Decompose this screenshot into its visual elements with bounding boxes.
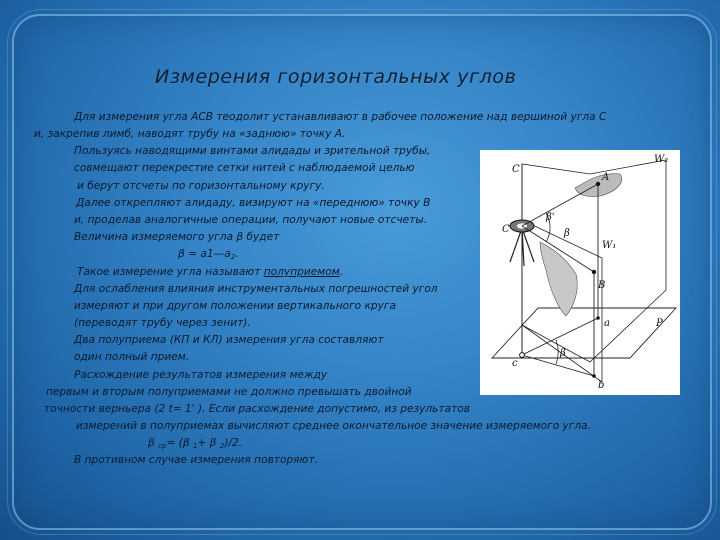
formula-beta: $\beta = a1—a_2$. (178, 248, 239, 261)
label-a-low: a (604, 318, 610, 329)
label-w2: W₂ (654, 154, 669, 165)
label-w1: W₁ (602, 240, 617, 251)
text-line: Расхождение результатов измерения между (74, 369, 328, 381)
point-b (592, 270, 596, 274)
label-beta-top: β' (546, 212, 555, 223)
label-a: A (602, 172, 610, 183)
label-beta: β (564, 228, 570, 239)
tripod-leg (510, 228, 522, 262)
plane-p (492, 308, 676, 358)
point-c-low (520, 353, 525, 358)
label-c0: C (502, 224, 510, 235)
formula-average: β $_{ср}$= (β $_1$+ β $_2$)/2. (148, 437, 243, 450)
slide-title: Измерения горизонтальных углов (155, 66, 517, 88)
text-line: точности верньера (2 t= 1' ). Если расхождение допустимо, из результатов (44, 403, 470, 415)
point-a (596, 182, 600, 186)
text-line: Два полуприема (КП и КЛ) измерения угла составляют (74, 334, 384, 346)
theodolite-angle-diagram (480, 150, 680, 395)
point-b-low (592, 374, 596, 378)
label-beta-low: β (560, 348, 566, 359)
term-poluprijom: полуприемом (263, 266, 340, 278)
label-c-top: C (512, 164, 520, 175)
label-p: P (656, 318, 663, 329)
text-line: Величина измеряемого угла β будет (74, 231, 280, 243)
text-line: измеряют и при другом положении вертикального круга (74, 300, 396, 312)
text-line: (переводят трубу через зенит). (74, 317, 251, 329)
text-line: В противном случае измерения повторяют. (74, 454, 319, 466)
text-line: Пользуясь наводящими винтами алидады и зрительной трубы, (74, 145, 431, 157)
hill-b-shape (540, 242, 577, 316)
text-line: Далее открепляют алидаду, визируют на «переднюю» точку В (76, 197, 431, 209)
point-a-low (596, 316, 600, 320)
text-line: Для измерения угла АСВ теодолит устанавливают в рабочее положение над вершиной угла С (74, 111, 607, 123)
text-line: и, закрепив лимб, наводят трубу на «заднюю» точку А. (34, 128, 346, 140)
text-line: Такое измерение угла называют полуприемом. (77, 266, 344, 278)
label-b-low: b (598, 380, 605, 391)
label-b: B (598, 280, 606, 291)
text-line: совмещают перекрестие сетки нитей с наблюдаемой целью (74, 162, 415, 174)
text-line: и, проделав аналогичные операции, получают новые отсчеты. (74, 214, 428, 226)
text-line: измерений в полуприемах вычисляют среднее окончательное значение измеряемого угла. (76, 420, 592, 432)
text-line: один полный прием. (74, 351, 190, 363)
text-line: первым и вторым полуприемами не должно превышать двойной (46, 386, 412, 398)
text-line: Для ослабления влияния инструментальных погрешностей угол (74, 283, 438, 295)
label-c-low: c (512, 358, 518, 369)
sight-line-a (522, 184, 598, 226)
text-line: и берут отсчеты по горизонтальному кругу. (77, 180, 325, 192)
